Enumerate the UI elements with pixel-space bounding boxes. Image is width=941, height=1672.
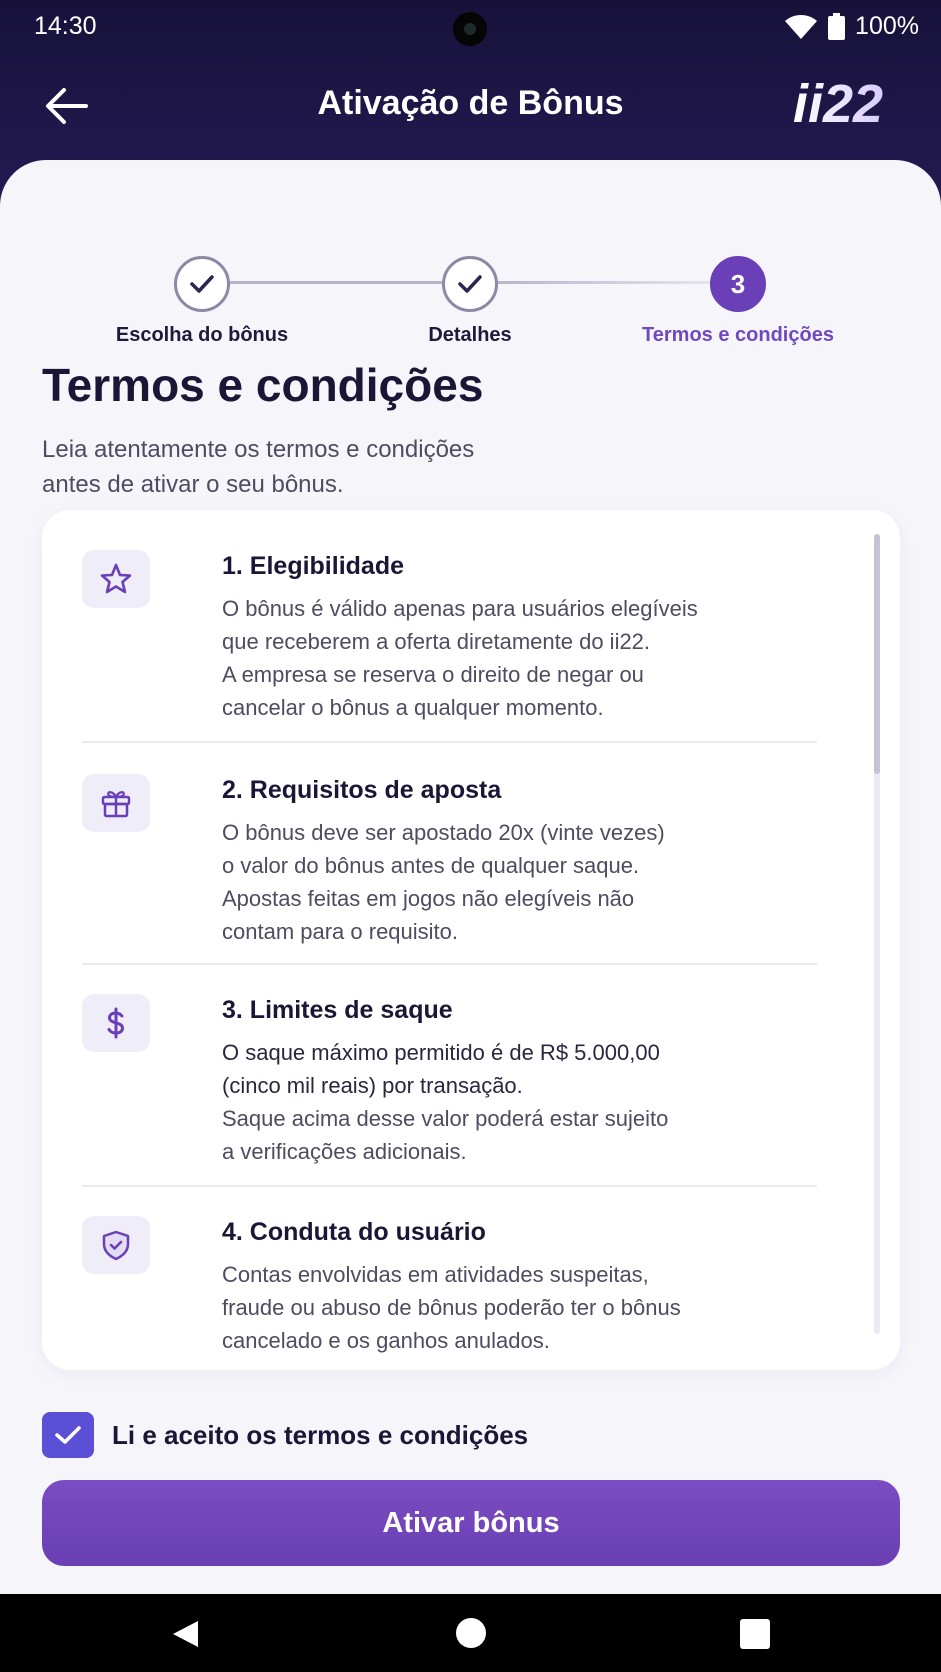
- terms-scroll-card[interactable]: [42, 510, 900, 1370]
- term-line: a verificações adicionais.: [222, 1139, 467, 1164]
- page-title: Termos e condições: [42, 359, 484, 411]
- term-body: [222, 1258, 822, 1357]
- accept-terms-label[interactable]: Li e aceito os termos e condições: [112, 1420, 529, 1450]
- term-line: cancelar o bônus a qualquer momento.: [222, 695, 604, 720]
- wifi-icon: [784, 14, 818, 40]
- progress-stepper: [0, 208, 941, 346]
- brand-logo: [791, 76, 901, 132]
- step-2-indicator: [442, 256, 498, 312]
- shield-icon: [82, 1216, 150, 1274]
- term-line: Contas envolvidas em atividades suspeitas,: [222, 1262, 649, 1287]
- term-item-withdrawal-limits: [82, 994, 817, 1174]
- dollar-icon: [82, 994, 150, 1052]
- term-item-user-conduct: [82, 1216, 817, 1366]
- status-icons: [784, 12, 919, 41]
- term-title: 3. Limites de saque: [222, 996, 453, 1024]
- subtitle-line: antes de ativar o seu bônus.: [42, 471, 344, 498]
- activate-bonus-button[interactable]: Ativar bônus: [42, 1480, 900, 1566]
- term-title: 4. Conduta do usuário: [222, 1218, 486, 1246]
- battery-percentage: 100%: [855, 12, 919, 40]
- svg-text:ii22: ii22: [793, 76, 884, 132]
- scrollbar-thumb[interactable]: [874, 534, 880, 774]
- divider: [82, 1185, 817, 1187]
- divider: [82, 741, 817, 743]
- step-3-label: Termos e condições: [642, 324, 834, 346]
- page-subtitle: [42, 432, 642, 502]
- status-bar: [0, 0, 941, 56]
- screen-title: Ativação de Bônus: [317, 84, 624, 122]
- content-sheet: [0, 160, 941, 1594]
- term-body: [222, 816, 822, 948]
- term-line: contam para o requisito.: [222, 919, 459, 944]
- step-2-label: Detalhes: [428, 324, 512, 346]
- term-line: o valor do bônus antes de qualquer saque.: [222, 853, 640, 878]
- divider: [82, 963, 817, 965]
- checkmark-icon: [54, 1424, 82, 1446]
- camera-cutout: [453, 12, 487, 46]
- term-line: O bônus deve ser apostado 20x (vinte vezes): [222, 820, 665, 845]
- gift-icon: [82, 774, 150, 832]
- term-item-eligibility: [82, 550, 817, 730]
- battery-icon: [828, 13, 845, 40]
- term-body: [222, 592, 822, 724]
- star-icon: [82, 550, 150, 608]
- checkmark-icon: [457, 273, 483, 295]
- term-line: O saque máximo permitido é de R$ 5.000,00: [222, 1040, 660, 1065]
- term-line: A empresa se reserva o direito de negar ou: [222, 662, 644, 687]
- term-title: 2. Requisitos de aposta: [222, 776, 502, 804]
- term-line: (cinco mil reais) por transação.: [222, 1073, 523, 1098]
- checkmark-icon: [189, 273, 215, 295]
- nav-recents-icon[interactable]: [740, 1619, 770, 1649]
- step-connector: [498, 281, 710, 284]
- term-line: O bônus é válido apenas para usuários elegíveis: [222, 596, 698, 621]
- term-body: [222, 1036, 822, 1168]
- term-line: Apostas feitas em jogos não elegíveis não: [222, 886, 635, 911]
- step-1-indicator: [174, 256, 230, 312]
- status-time: 14:30: [34, 12, 97, 40]
- term-line: que receberem a oferta diretamente do ii22.: [222, 629, 651, 654]
- term-line: fraude ou abuso de bônus poderão ter o bônus: [222, 1295, 681, 1320]
- term-line: Saque acima desse valor poderá estar sujeito: [222, 1106, 669, 1131]
- term-line: cancelado e os ganhos anulados.: [222, 1328, 550, 1353]
- step-1-label: Escolha do bônus: [115, 324, 289, 346]
- accept-terms-checkbox[interactable]: [42, 1412, 94, 1458]
- nav-home-icon[interactable]: [456, 1618, 486, 1648]
- term-title: 1. Elegibilidade: [222, 552, 404, 580]
- term-item-wagering: [82, 774, 817, 954]
- subtitle-line: Leia atentamente os termos e condições: [42, 436, 475, 463]
- step-connector: [230, 281, 442, 284]
- nav-back-icon[interactable]: [170, 1619, 200, 1649]
- step-3-indicator: 3: [710, 256, 766, 312]
- system-nav-bar: [0, 1594, 941, 1672]
